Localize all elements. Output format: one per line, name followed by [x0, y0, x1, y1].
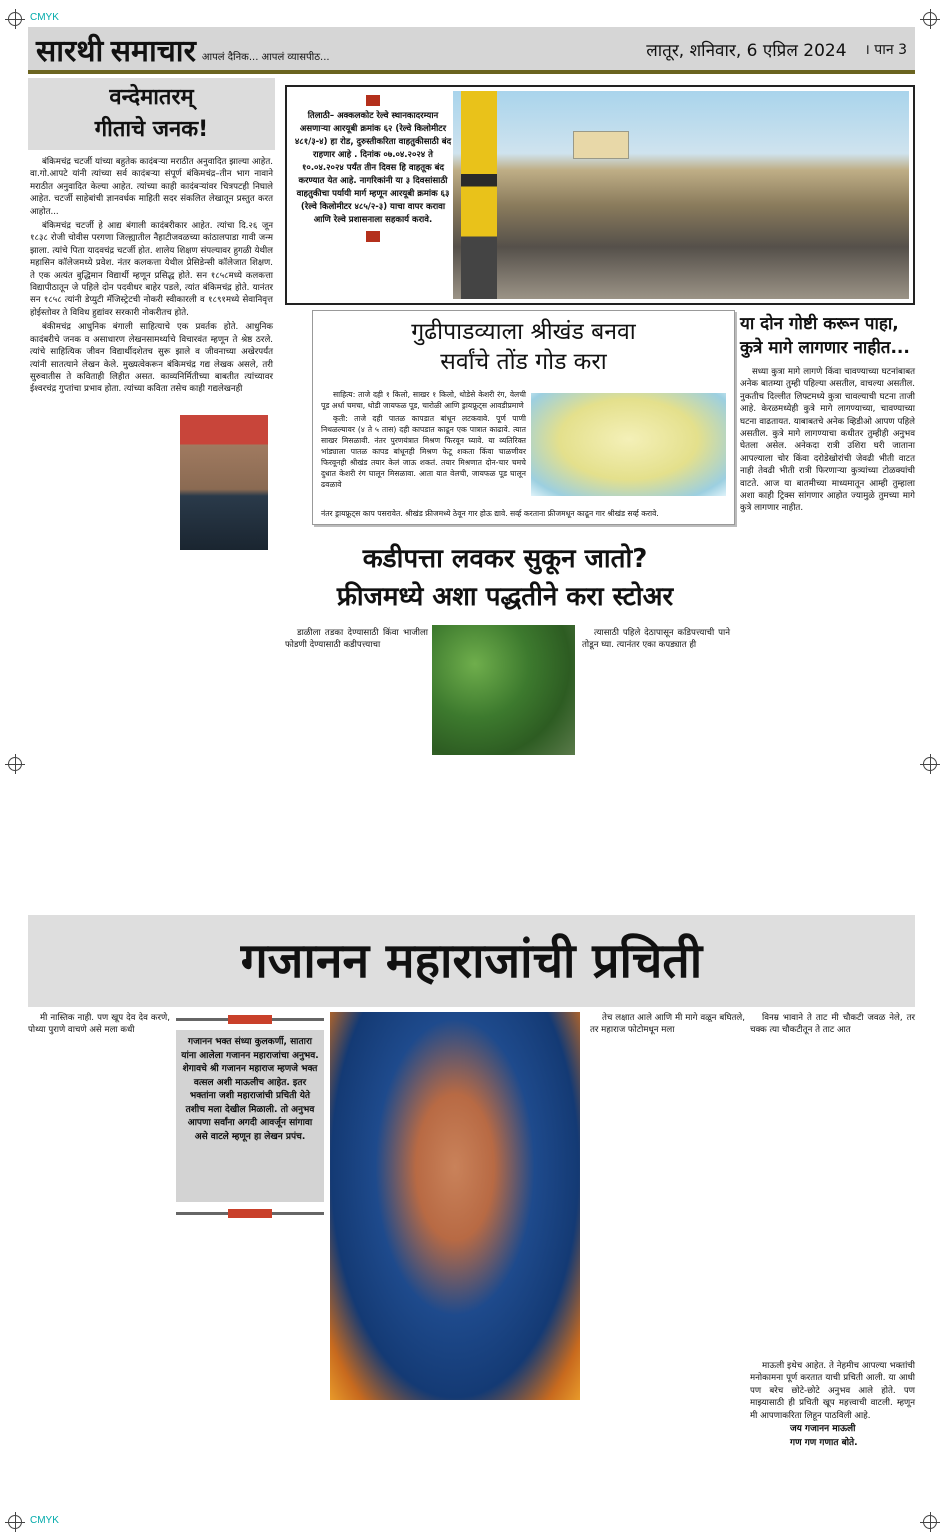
- cmyk-mark-bottom: CMYK: [30, 1515, 59, 1526]
- article-body: [30, 156, 273, 398]
- article-headline: [28, 78, 275, 150]
- article-body: त्यासाठी पहिले देठापासून कडिपत्त्याची पाने तोडून घ्या. त्यानंतर एका कपड्यात ही: [582, 628, 730, 651]
- paragraph: बंकिमचंद्र चटर्जी हे आद्य बंगाली कादंबरीकार आहेत. त्यांचा दि.२६ जून १८३८ रोजी चोवीस परगणा जिल्ह्यातील नैहाटीजवळच्या कांठालपाडा गावी जन्म झाला. त्यांचे पिता यादवचंद्र चटर्जी होत. शालेय शिक्षण संपल्यावर हुगळी येथील महासिन कॉलेजमध्ये प्रवेश. नंतर कलकत्ता येथील प्रेसिडेन्सी कॉलेजात शिक्षण. ते एक अत्यंत बुद्धिमान विद्यार्थी म्हणून प्रसिद्ध होते. सन १८५८मध्ये कलकत्ता विद्यापीठातून जे पहिले दोन पदवीधर बाहेर पडले, त्यांत बंकिमचंद्र होते. यानंतर सन १८५८ त्यांनी डेप्युटी मॅजिस्ट्रेटची नोकरी स्वीकारली व १८९१मध्ये सेवानिवृत्त होईस्तोवर ते विविध हुद्यांवर सरकारी नोकरीतच होते.: [30, 221, 273, 318]
- notice-text: तिलाठी– अक्कलकोट रेल्वे स्थानकादरम्यान असणाऱ्या आरयूबी क्रमांक ६२ (रेल्वे किलोमीटर ४८१/३-४) हा रोड, दुरुस्तीकरिता वाहतुकीसाठी बंद राहणार आहे . दिनांक ०७.०४.२०२४ ते १०.०४.२०२४ पर्यंत तीन दिवस हि वाहतूक बंद करण्यात येत आहे. नागरिकांनी या ३ दिवसांसाठी वाहतुकीचा पर्यायी मार्ग म्हणून आरयूबी क्रमांक ६३ (रेल्वे किलोमीटर ४८५/२-३) याचा वापर करावा आणि रेल्वे प्रशासनाला सहकार्य करावे.: [294, 111, 452, 225]
- headline-line: गीताचे जनक!: [94, 117, 209, 142]
- divider: [176, 1018, 324, 1021]
- article-body: तेच लक्षात आले आणि मी मागे वळून बघितले, तर महाराज फोटोमधून मला: [590, 1013, 745, 1036]
- curry-leaf-photo: [432, 625, 575, 755]
- article-body: विनम्र भावाने ते ताट मी चौकटी जवळ नेले, तर चक्क त्या चौकटीतून ते ताट आत: [750, 1013, 915, 1036]
- portrait-photo: [180, 415, 268, 550]
- signoff: गण गण गणात बोते.: [790, 1438, 858, 1449]
- headline-line: फ्रीजमध्ये अशा पद्धतीने करा स्टोअर: [336, 582, 674, 612]
- headline-line: वन्देमातरम्: [109, 85, 194, 110]
- divider: [176, 1212, 324, 1215]
- ingredients: साहित्य: ताजे दही १ किलो, साखर १ किलो, थोडेसे केशरी रंग, वेलची पूड अर्धा चमचा, थोडी जायफळ पूड, चारोळी आणि ड्रायफ्रूट्स आवडीप्रमाणे: [321, 390, 526, 410]
- headline-line: गुढीपाडव्याला श्रीखंड बनवा: [411, 319, 636, 345]
- headline-line: सर्वांचे तोंड गोड करा: [440, 349, 607, 375]
- registration-mark: [8, 12, 22, 26]
- article-ending: [750, 1360, 915, 1450]
- article-body: मी नास्तिक नाही. पण खूप देव देव करणे, पोथ्या पुराणे वाचणे असे मला कधी: [28, 1013, 170, 1036]
- signoff: जय गजानन माऊली: [790, 1424, 856, 1435]
- registration-mark: [8, 1515, 22, 1529]
- dateline: लातूर, शनिवार, 6 एप्रिल 2024: [646, 40, 847, 61]
- newspaper-logo: सारथी समाचार: [36, 34, 196, 68]
- registration-mark: [923, 757, 937, 771]
- gajanan-maharaj-image: [330, 1012, 580, 1400]
- method: कृती: ताजे दही पातळ कापडात बांधून लटकवावे. पूर्ण पाणी निथळल्यावर (४ ते ५ तास) दही कापडात काढून एक पात्रात काढावे. त्यात साखर मिसळावी. नंतर पुरणयंत्रात मिश्रण फिरवून घ्यावे. या व्यतिरिक्त भांड्याला पातळ कापड बांधूनही मिश्रण फेटू शकता किंवा चाळणीवर फिरवूनही श्रीखंड तयार केलं जाऊ शकतं. तयार मिश्रणात दोन-चार चमचे दुधात केशरी रंग घालून मिसळावा. आता यात वेलची, जायफळ पूड घालून ढवळावे: [321, 414, 526, 489]
- road-photo: [453, 91, 909, 299]
- masthead-rule: [28, 70, 915, 74]
- shrikhand-photo: [531, 393, 726, 496]
- quote-mark-icon: [366, 231, 380, 242]
- intro-box: गजानन भक्त संध्या कुलकर्णी, सातारा यांना आलेला गजानन महाराजांचा अनुभव. शेगावचे श्री गजानन महाराज म्हणजे भक्त वत्सल अशी माऊलीच आहेत. इतर भक्तांना जशी महाराजांची प्रचिती येते तशीच मला देखील मिळाली. तो अनुभव आपणा सर्वांना अगदी आवर्जून सांगावा असे वाटले म्हणून हा लेखन प्रपंच.: [176, 1030, 324, 1202]
- registration-mark: [923, 1515, 937, 1529]
- page-number: । पान 3: [864, 41, 907, 58]
- paragraph: सध्या कुत्रा मागे लागणे किंवा चावण्याच्या घटनांबाबत अनेक बातम्या तुम्ही पहिल्या असतील, वाचल्या असतील. नुकतीच दिल्लीत लिफ्टमध्ये कुत्रा चावल्याची घटना ताजी आहे. केरळमध्येही कुत्रे मागे लागण्याच्या, चावण्याच्या घटना वाढतायत. याबाबतचे अनेक व्हिडीओ आपण पहिले असतील. कुत्रे मागे लागण्याचा कधीतर तुम्हीही अनुभव घेतला असेल. अनेकदा रात्री उशिरा घरी जाताना आपल्याला चोर किंवा दरोडेखोरांची जेवढी भीती वाटत नाही तेवढी भीती रात्री फिरणाऱ्या कुत्र्यांच्या टोळक्यांची वाटते. आज या बातमीच्या माध्यमातून आम्ही तुम्हाला अशा काही ट्रिक्स सांगणार आहोत ज्यामुळे तुमच्या मागे कुत्रे लागणार नाहीत.: [740, 367, 915, 514]
- headline-line: कडीपत्ता लवकर सुकून जातो?: [362, 544, 648, 574]
- gajanan-headline: गजानन महाराजांची प्रचिती: [28, 915, 915, 1007]
- registration-mark: [8, 757, 22, 771]
- cmyk-mark: CMYK: [30, 12, 59, 23]
- curry-leaf-headline: [280, 540, 730, 616]
- masthead: [28, 27, 915, 71]
- article-body: डाळीला तडका देण्यासाठी किंवा भाजीला फोडणी देण्यासाठी कडीपत्त्याचा: [285, 628, 428, 651]
- paragraph: बंकिमचंद्र चटर्जी यांच्या बहुतेक कादंबऱ्या मराठीत अनुवादित झाल्या आहेत. वा.गो.आपटे यांनी त्यांच्या सर्व कादंबऱ्या संपूर्ण बंकिमचंद्र–तीन भाग नावाने मराठीत अनुवादित केल्या आहेत. त्यांच्या काही कादंबऱ्यांवर चित्रपटही निघाले आहेत. चटर्जी साहेबांची ज्ञानवर्धक माहिती सदर संकलित लेखातून प्रस्तुत करत आहोत...: [30, 157, 273, 217]
- notice-box: [285, 85, 915, 305]
- dog-article: [740, 312, 915, 517]
- tagline: आपलं दैनिक... आपलं व्यासपीठ...: [201, 52, 330, 63]
- registration-mark: [923, 12, 937, 26]
- headline: या दोन गोष्टी करून पाहा, कुत्रे मागे लागणार नाहीत...: [740, 314, 910, 358]
- paragraph: माऊली इथेच आहेत. ते नेहमीच आपल्या भक्तांची मनोकामना पूर्ण करतात याची प्रचिती आली. या आधी पण बरेच छोटे-छोटे अनुभव आले होते. पण माझ्यासाठी ही प्रचिती खूप महत्त्वाची वाटली. म्हणून मी आपणाकरिता लिहून पाठविली आहे.: [750, 1361, 915, 1421]
- quote-mark-icon: [366, 95, 380, 106]
- paragraph: बंकीमचंद्र आधुनिक बंगाली साहित्याचे एक प्रवर्तक होते. आधुनिक कादंबरीचे जनक व असाधारण लेखनसामर्थ्याचे विचारवंत म्हणून ते श्रेष्ठ ठरले. त्यांचे साहित्यिक जीवन विद्यार्थीदशेतच सुरू झाले व जीवनाच्या अखेरपर्यंत त्यांनी सातत्याने लेखन केले. मुख्यत्वेकरून बंकिमचंद्र गद्य लेखक असले, तरी सुरुवातीस ते कविताही लिहीत असत. काव्यनिर्मितीच्या बाबतीत त्यांच्यावर ईश्वरचंद्र गुप्तांचा प्रभाव होता. त्यांच्या कविता तसेच काही गद्यलेखनही: [30, 322, 273, 395]
- shrikhand-article: [312, 310, 735, 525]
- method-last-line: नंतर ड्रायफ्रूट्स काप पसरावेत. श्रीखंड फ्रीजमध्ये ठेवून गार होऊ द्यावे. सर्व्ह करताना फ्रीजमधून काढून गार श्रीखंड सर्व्ह करावे.: [321, 509, 659, 518]
